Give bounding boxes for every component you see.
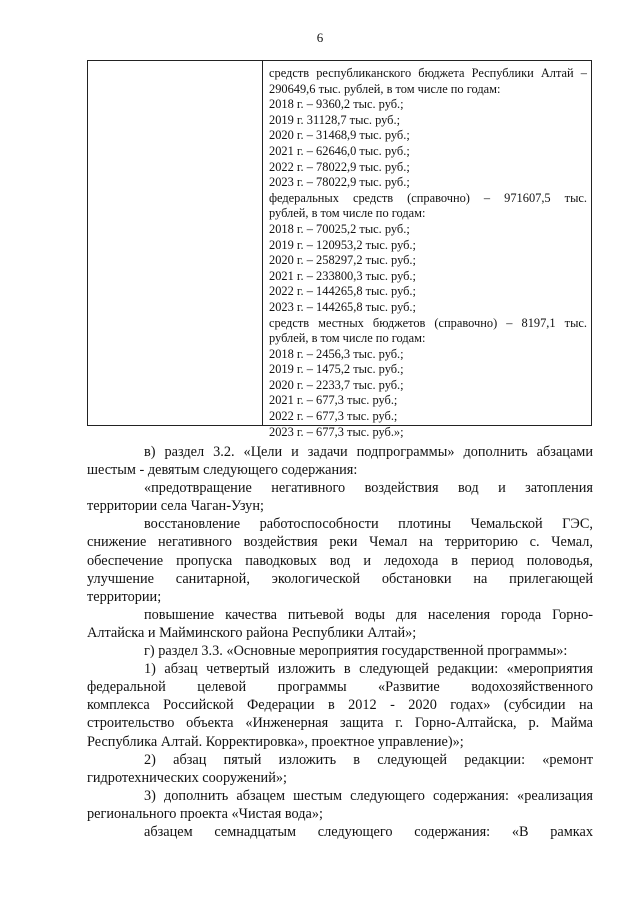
table-cell-line: 2018 г. – 2456,3 тыс. руб.; [269, 346, 404, 361]
table-column-divider [262, 60, 263, 426]
body-line: 2) абзац пятый изложить в следующей редакции: «ремонт [144, 751, 593, 768]
body-line: Алтайска и Майминского района Республики Алтай»; [87, 624, 417, 641]
body-line: абзацем семнадцатым следующего содержания: «В рамках [144, 823, 593, 840]
table-cell-line: 2019 г. – 120953,2 тыс. руб.; [269, 237, 416, 252]
body-line: территории; [87, 588, 162, 605]
table-cell-line: 2019 г. – 1475,2 тыс. руб.; [269, 362, 404, 377]
body-line: г) раздел 3.3. «Основные мероприятия государственной программы»: [144, 643, 568, 660]
table-cell-line: 2019 г. 31128,7 тыс. руб.; [269, 112, 401, 127]
table-cell-line: рублей, в том числе по годам: [269, 206, 426, 221]
table-cell-line: 2020 г. – 31468,9 тыс. руб.; [269, 128, 410, 143]
table-cell-funding [269, 66, 587, 440]
body-line: улучшение санитарной, экологической обстановки на прилегающей [87, 570, 593, 587]
table-cell-line: средств местных бюджетов (справочно) – 8197,1 тыс. [269, 315, 587, 330]
table-cell-line: 2023 г. – 144265,8 тыс. руб.; [269, 299, 416, 314]
body-line: повышение качества питьевой воды для населения города Горно- [144, 606, 593, 623]
table-cell-line: 290649,6 тыс. рублей, в том числе по годам: [269, 81, 501, 96]
body-line: гидротехнических сооружений»; [87, 769, 287, 786]
body-line: регионального проекта «Чистая вода»; [87, 805, 324, 822]
body-line: строительство объекта «Инженерная защита г. Горно-Алтайска, р. Майма [87, 715, 593, 732]
body-line: территории села Чаган-Узун; [87, 498, 264, 515]
body-line: обеспечение пропуска паводковых вод и ледохода в период половодья, [87, 552, 593, 569]
body-line: в) раздел 3.2. «Цели и задачи подпрограммы» дополнить абзацами [144, 444, 593, 460]
table-cell-line: 2022 г. – 677,3 тыс. руб.; [269, 409, 398, 424]
body-line: федеральной целевой программы «Развитие водохозяйственного [87, 679, 593, 696]
body-line: комплекса Российской Федерации в 2012 - 2020 годах» (субсидии на [87, 697, 593, 714]
table-cell-line: 2023 г. – 677,3 тыс. руб.»; [269, 424, 404, 439]
table-cell-line: 2022 г. – 144265,8 тыс. руб.; [269, 284, 416, 299]
page-number: 6 [316, 30, 324, 45]
body-line: Республика Алтай. Корректировка», проектное управление)»; [87, 733, 464, 750]
body-line: шестым - девятым следующего содержания: [87, 462, 358, 479]
table-cell-line: 2018 г. – 9360,2 тыс. руб.; [269, 97, 404, 112]
table-cell-line: федеральных средств (справочно) – 971607,5 тыс. [269, 190, 587, 205]
body-line: восстановление работоспособности плотины Чемальской ГЭС, [144, 516, 593, 533]
table-cell-line: средств республиканского бюджета Республики Алтай – [269, 66, 587, 80]
table-cell-line: 2020 г. – 2233,7 тыс. руб.; [269, 377, 404, 392]
table-cell-line: рублей, в том числе по годам: [269, 331, 426, 346]
body-line: «предотвращение негативного воздействия вод и затопления [144, 480, 593, 497]
table-cell-line: 2023 г. – 78022,9 тыс. руб.; [269, 175, 410, 190]
body-line: 1) абзац четвертый изложить в следующей редакции: «мероприятия [144, 661, 593, 678]
table-cell-line: 2022 г. – 78022,9 тыс. руб.; [269, 159, 410, 174]
body-line: 3) дополнить абзацем шестым следующего содержания: «реализация [144, 787, 593, 804]
table-cell-line: 2021 г. – 62646,0 тыс. руб.; [269, 143, 410, 158]
table-cell-line: 2021 г. – 677,3 тыс. руб.; [269, 393, 398, 408]
table-cell-line: 2021 г. – 233800,3 тыс. руб.; [269, 268, 416, 283]
table-cell-line: 2018 г. – 70025,2 тыс. руб.; [269, 221, 410, 236]
document-body [87, 443, 593, 841]
table-cell-line: 2020 г. – 258297,2 тыс. руб.; [269, 253, 416, 268]
body-line: снижение негативного воздействия реки Чемал на территорию с. Чемал, [87, 534, 593, 551]
